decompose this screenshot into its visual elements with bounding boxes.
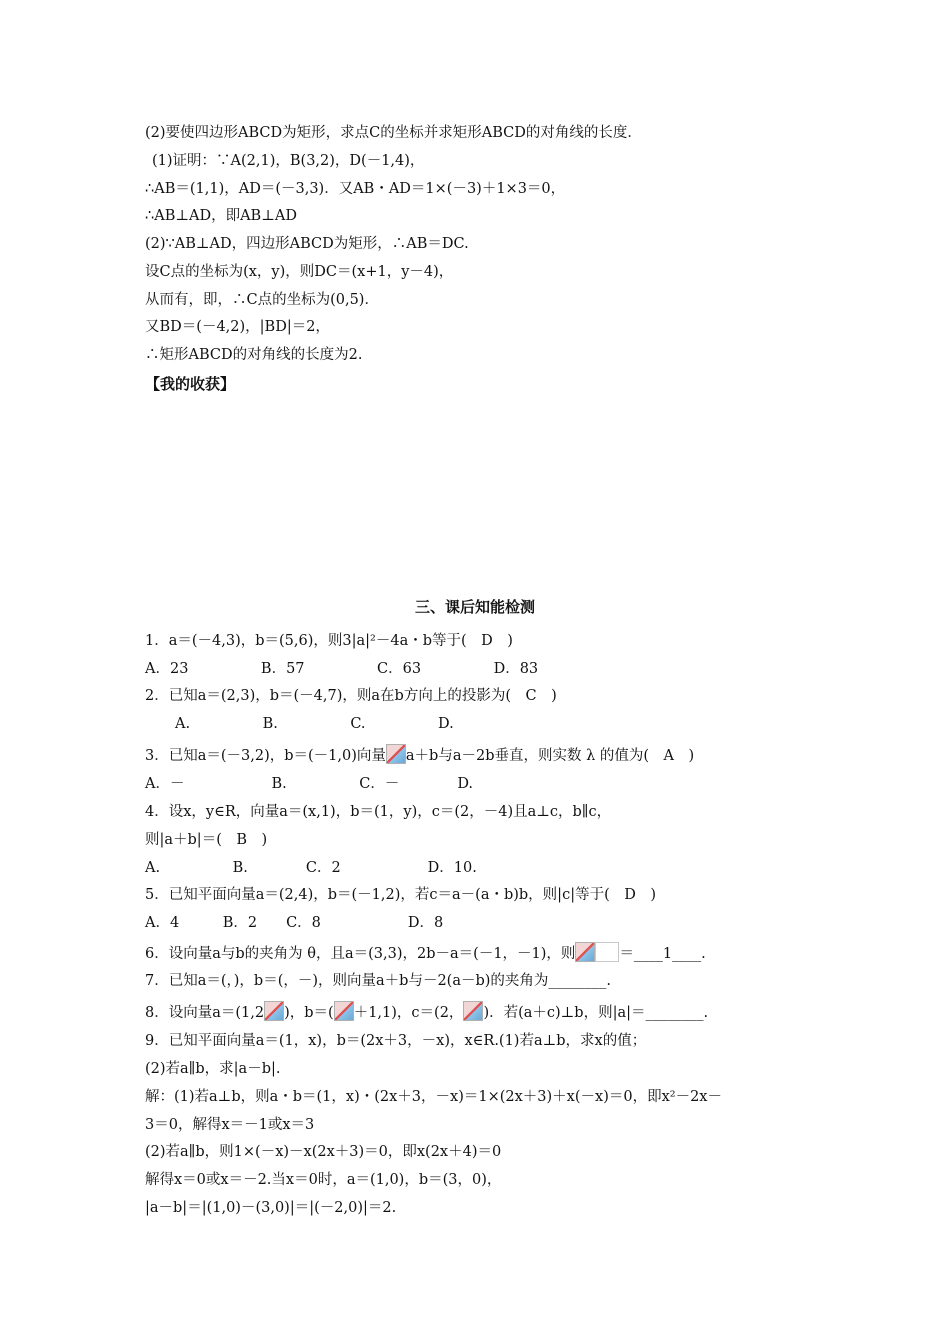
question-3-text-a: 3．已知a＝(－3,2)，b＝(－1,0)向量 (145, 748, 386, 764)
broken-image-icon (575, 942, 595, 962)
question-1-options: A．23 B．57 C．63 D．83 (145, 661, 539, 677)
question-4-options: A. B. C．2 D．10. (145, 860, 477, 876)
question-9-line2: (2)若a∥b，求|a－b|. (145, 1061, 281, 1077)
text-line: (1)证明：∵A(2,1)，B(3,2)，D(－1,4)， (152, 153, 425, 169)
question-8-text-1: 8．设向量a＝(1,2 (145, 1005, 265, 1021)
section-title: 三、课后知能检测 (414, 598, 535, 616)
question-8-text-3: ＋1,1)，c＝(2， (353, 1005, 464, 1021)
text-line: ∴AB⊥AD，即AB⊥AD (145, 208, 297, 224)
text-line: ∴AB＝(1,1)，AD＝(－3,3)．又AB・AD＝1×(－3)＋1×3＝0， (145, 181, 566, 197)
question-3-options: A．－ B. C．－ D. (145, 776, 474, 792)
question-2: 2．已知a＝(2,3)，b＝(－4,7)，则a在b方向上的投影为( C ) (145, 688, 557, 704)
question-8-text-4: )．若(a＋c)⊥b，则|a|＝________. (483, 1005, 709, 1021)
solution-line: 解得x＝0或x＝－2.当x＝0时，a＝(1,0)，b＝(3，0)， (145, 1172, 502, 1188)
question-2-options: A. B. C. D. (175, 716, 454, 732)
question-6-text-b: ＝____1____. (619, 946, 706, 962)
image-frame (595, 942, 619, 962)
question-3-text-b: a＋b与a－2b垂直，则实数 λ 的值为( A ) (405, 748, 695, 764)
text-line: 又BD＝(－4,2)，|BD|＝2， (145, 319, 330, 335)
question-8 (145, 1001, 708, 1022)
question-5-options: A．4 B．2 C．8 D．8 (145, 915, 444, 931)
question-5: 5．已知平面向量a＝(2,4)，b＝(－1,2)，若c＝a－(a・b)b，则|c|等于( D ) (145, 887, 657, 903)
text-line: 设C点的坐标为(x，y)，则DC＝(x+1，y－4)， (145, 264, 454, 280)
question-6-text-a: 6．设向量a与b的夹角为 θ，且a＝(3,3)，2b－a＝(－1，－1)，则 (145, 946, 576, 962)
question-7: 7．已知a＝(，)，b＝(，－)，则向量a＋b与－2(a－b)的夹角为________. (145, 973, 612, 989)
question-4: 4．设x，y∈R，向量a＝(x,1)，b＝(1，y)，c＝(2，－4)且a⊥c，b∥c， (145, 804, 612, 820)
solution-line: 3＝0，解得x＝－1或x＝3 (145, 1117, 315, 1133)
question-9: 9．已知平面向量a＝(1，x)，b＝(2x＋3，－x)，x∈R.(1)若a⊥b，求x的值； (145, 1033, 647, 1049)
text-line: 从而有，即，∴C点的坐标为(0,5)． (145, 292, 379, 308)
solution-line: (2)若a∥b，则1×(－x)－x(2x＋3)＝0，即x(2x＋4)＝0 (145, 1144, 502, 1160)
broken-image-icon (334, 1001, 354, 1021)
broken-image-icon (386, 744, 406, 764)
solution-line: 解：(1)若a⊥b，则a・b＝(1，x)・(2x＋3，－x)＝1×(2x＋3)＋x(－x)＝0，即x²－2x－ (145, 1089, 722, 1105)
broken-image-icon (264, 1001, 284, 1021)
question-3 (145, 744, 694, 765)
question-6 (145, 942, 706, 963)
question-1: 1．a＝(－4,3)，b＝(5,6)，则3|a|²－4a・b等于( D ) (145, 633, 513, 649)
text-line: ∴矩形ABCD的对角线的长度为2. (145, 347, 363, 363)
solution-line: |a－b|＝|(1,0)－(3,0)|＝|(－2,0)|＝2. (145, 1200, 397, 1216)
broken-image-icon (463, 1001, 483, 1021)
harvest-heading: 【我的收获】 (145, 375, 236, 393)
question-4-line2: 则|a＋b|＝( B ) (145, 832, 268, 848)
text-line: (2)∵AB⊥AD，四边形ABCD为矩形，∴AB＝DC. (145, 236, 469, 252)
text-line: (2)要使四边形ABCD为矩形，求点C的坐标并求矩形ABCD的对角线的长度． (145, 125, 642, 141)
question-8-text-2: )，b＝( (284, 1005, 334, 1021)
